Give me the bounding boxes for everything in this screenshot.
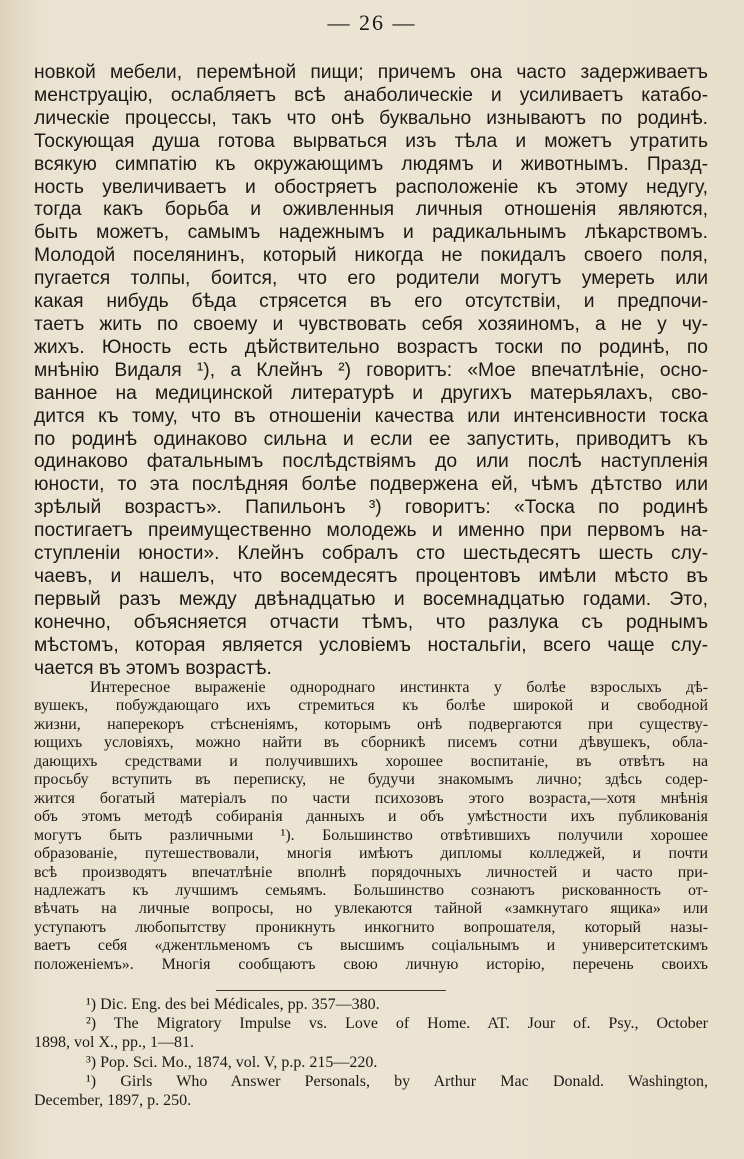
footnote-continuation: 1898, vol X., pp., 1—81. [34, 1034, 194, 1052]
text-line: ность увеличиваетъ и обостряетъ расположеніе къ этому недугу, [34, 176, 708, 198]
text-line: могутъ быть различными ¹). Большинство отвѣтившихъ получили хорошее [34, 826, 708, 844]
text-line: конечно, объясняется отчасти тѣмъ, что разлука съ роднымъ [34, 611, 708, 633]
text-line: всѣ производятъ впечатлѣніе вполнѣ порядочныхъ личностей и часто при- [34, 863, 708, 881]
text-line: одинаково фатальнымъ послѣдствіямъ до или послѣ наступленія [34, 451, 708, 473]
text-line: чается въ этомъ возрастѣ. [34, 657, 272, 679]
text-line: всякую симпатію къ окружающимъ людямъ и животнымъ. Празд- [34, 153, 708, 175]
text-line: ступленіи юности». Клейнъ собралъ сто шестьдесятъ шесть слу- [34, 543, 708, 565]
text-line: положеніемъ». Многія сообщаютъ свою личную исторію, перечень своихъ [34, 955, 708, 973]
text-line: вѣчать на личные вопросы, но увлекаются тайной «замкнутаго ящика» или [34, 900, 708, 918]
text-line: Тоскующая душа готова вырваться изъ тѣла и можетъ утратить [34, 130, 708, 152]
text-line: жизни, наперекоръ стѣсненіямъ, которымъ онѣ подвергаются при существу- [34, 715, 708, 733]
text-line: Молодой поселянинъ, который никогда не покидалъ своего поля, [34, 245, 708, 267]
text-line: пугается толпы, боится, что его родители могутъ умереть или [34, 268, 708, 290]
text-line: менструацію, ослабляетъ всѣ анаболическіе и усиливаетъ катабо- [34, 84, 708, 106]
footnote-divider [216, 990, 446, 991]
text-line: просьбу вступить въ переписку, не будучи знакомымъ лично; здѣсь содер- [34, 771, 708, 789]
text-line: мѣстомъ, которая является условіемъ ностальгіи, всего чаще слу- [34, 634, 708, 656]
text-line: зрѣлый возрастъ». Папильонъ ³) говоритъ: «Тоска по родинѣ [34, 497, 708, 519]
footnote: ²) The Migratory Impulse vs. Love of Home. AT. Jour of. Psy., October [86, 1015, 708, 1033]
text-line: дающихъ средствами и получившихъ хорошее воспитаніе, въ отвѣтъ на [34, 752, 708, 770]
text-line: лическіе процессы, такъ что онѣ буквально изнываютъ по родинѣ. [34, 107, 708, 129]
text-line: чаевъ, и нашелъ, что восемдесятъ процентовъ имѣли мѣсто въ [34, 565, 708, 587]
text-line: жихъ. Юность есть дѣйствительно возрастъ тоски по родинѣ, по [34, 336, 708, 358]
text-line: жится богатый матеріалъ по части психозовъ этого возраста,—хотя мнѣнія [34, 789, 708, 807]
footnote: ³) Pop. Sci. Mo., 1874, vol. V, p.p. 215—220. [86, 1053, 378, 1071]
text-line: таетъ жить по своему и чувствовать себя хозяиномъ, а не у чу- [34, 313, 708, 335]
text-line: мнѣнію Видаля ¹), а Клейнъ ²) говоритъ: «Мое впечатлѣніе, осно- [34, 359, 708, 381]
text-line: ванное на медицинской литературѣ и другихъ матерьялахъ, сво- [34, 382, 708, 404]
footnote: ¹) Dic. Eng. des bei Médicales, pp. 357—380. [86, 996, 380, 1013]
text-line: ющихъ условіяхъ, можно найти въ сборникѣ писемъ сотни дѣвушекъ, обла- [34, 734, 708, 752]
text-line: вушекъ, побуждающаго ихъ стремиться къ болѣе широкой и свободной [34, 697, 708, 715]
text-line: первый разъ между двѣнадцатью и восемнадцатью годами. Это, [34, 588, 708, 610]
small-print-paragraph [34, 679, 708, 974]
text-line: уступаютъ любопытству проникнуть инкогнито вопрошателя, который назы- [34, 918, 708, 936]
footnote-continuation: December, 1897, p. 250. [34, 1092, 192, 1110]
text-line: дится къ тому, что въ отношеніи качества или интенсивности тоска [34, 405, 708, 427]
text-line: объ этомъ методѣ собиранія данныхъ и объ умѣстности ихъ публикованія [34, 808, 708, 826]
text-line: ваетъ себя «джентльменомъ съ высшимъ соціальнымъ и университетскимъ [34, 937, 708, 955]
text-line: новкой мебели, перемѣной пищи; причемъ она часто задерживаетъ [34, 62, 708, 83]
text-line: какая нибудь бѣда стрясется въ его отсутствіи, и предпочи- [34, 291, 708, 313]
text-line: образованіе, путешествовали, многія имѣютъ дипломы колледжей, и почти [34, 845, 708, 863]
text-line: надлежатъ къ лучшимъ семьямъ. Большинство сознаютъ рискованность от- [34, 881, 708, 899]
main-paragraph [34, 62, 708, 680]
footnotes [34, 995, 708, 1110]
page-number: — 26 — [327, 10, 417, 35]
text-line: быть можетъ, самымъ надежнымъ и радикальнымъ лѣкарствомъ. [34, 222, 708, 244]
text-line: по родинѣ одинаково сильна и если ее запустить, приводитъ къ [34, 428, 708, 450]
footnote: ¹) Girls Who Answer Personals, by Arthur Mac Donald. Washington, [86, 1072, 708, 1090]
text-line: юности, то эта послѣдняя болѣе подвержена ей, чѣмъ дѣтство или [34, 474, 708, 496]
text-line: Интересное выраженіе однороднаго инстинкта у болѣе взрослыхъ дѣ- [90, 679, 708, 696]
text-line: тогда какъ борьба и оживленныя личныя отношенія являются, [34, 199, 708, 221]
text-line: постигаетъ преимущественно молодежь и именно при первомъ на- [34, 520, 708, 542]
